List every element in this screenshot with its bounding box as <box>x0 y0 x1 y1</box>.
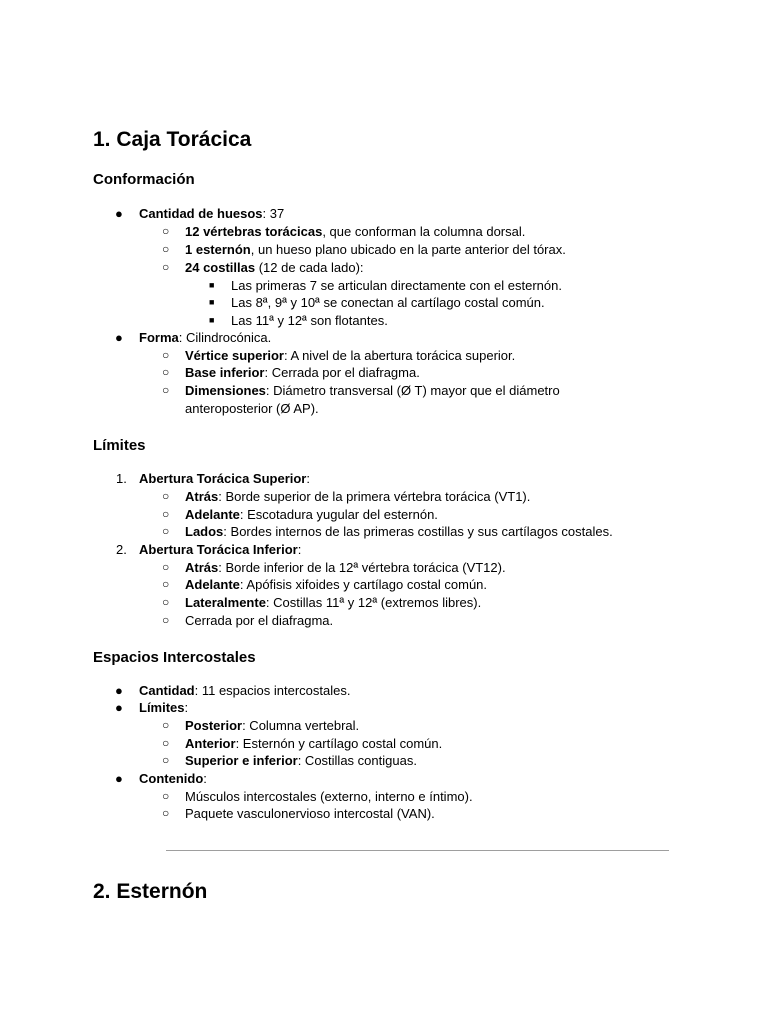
bullet-circle: ○ <box>162 560 170 574</box>
list-item-superior-inferior <box>162 752 417 770</box>
bullet-circle: ○ <box>162 348 170 362</box>
item-label: Abertura Torácica Superior <box>139 471 307 486</box>
item-label: 1 esternón <box>185 242 251 257</box>
item-text: anteroposterior (Ø AP). <box>185 401 319 416</box>
list-item-paquete <box>162 805 435 823</box>
heading-conformacion: Conformación <box>93 171 195 188</box>
item-text: , un hueso plano ubicado en la parte anterior del tórax. <box>250 242 566 257</box>
bullet-circle: ○ <box>162 383 170 397</box>
list-item-base <box>162 364 420 382</box>
bullet-square: ■ <box>209 315 215 325</box>
list-item-posterior <box>162 717 360 735</box>
item-label: Adelante <box>185 507 240 522</box>
bullet-circle: ○ <box>162 365 170 379</box>
list-item-vertice <box>162 347 516 365</box>
section-title-caja-toracica: 1. Caja Torácica <box>93 128 252 151</box>
list-item-inf-lateral <box>162 594 482 612</box>
bullet-circle: ○ <box>162 736 170 750</box>
bullet-disc: ● <box>115 700 123 715</box>
list-item-forma <box>115 329 272 347</box>
item-text: : Columna vertebral. <box>242 718 360 733</box>
item-label: Lateralmente <box>185 595 266 610</box>
item-text: : Costillas 11ª y 12ª (extremos libres). <box>265 595 482 610</box>
item-label: Posterior <box>185 718 243 733</box>
item-text: : 11 espacios intercostales. <box>194 683 351 698</box>
list-item-esternon <box>162 241 566 259</box>
item-label: Lados <box>185 524 224 539</box>
bullet-disc: ● <box>115 771 123 786</box>
list-number: 2. <box>116 542 127 557</box>
item-text: : Esternón y cartílago costal común. <box>235 736 443 751</box>
item-text: Las 8ª, 9ª y 10ª se conectan al cartílago costal común. <box>231 295 545 310</box>
item-label: 24 costillas <box>185 260 256 275</box>
list-item-costillas-detail <box>209 312 388 330</box>
list-item-inf-atras <box>162 559 506 577</box>
item-label: Vértice superior <box>185 348 284 363</box>
list-item-dimensiones <box>162 382 560 400</box>
bullet-circle: ○ <box>162 595 170 609</box>
item-text: : Borde superior de la primera vértebra torácica (VT1). <box>218 489 531 504</box>
bullet-circle: ○ <box>162 753 170 767</box>
bullet-disc: ● <box>115 206 123 221</box>
list-item-inf-cerrada <box>162 612 334 630</box>
item-label: Atrás <box>185 489 219 504</box>
item-text: : Apófisis xifoides y cartílago costal común. <box>239 577 488 592</box>
item-label: Base inferior <box>185 365 265 380</box>
list-item-abertura-inferior <box>116 541 302 559</box>
list-item-costillas-detail <box>209 277 562 295</box>
item-text: : 37 <box>262 206 285 221</box>
bullet-disc: ● <box>115 330 123 345</box>
list-item-vertebras <box>162 223 526 241</box>
list-item-inf-adelante <box>162 576 488 594</box>
bullet-disc: ● <box>115 683 123 698</box>
item-text: : A nivel de la abertura torácica superior. <box>284 348 516 363</box>
item-label: Cantidad <box>139 683 195 698</box>
list-item-musculos <box>162 788 473 806</box>
item-text: : <box>184 700 189 715</box>
item-label: Atrás <box>185 560 219 575</box>
item-text: : Diámetro transversal (Ø T) mayor que el diámetro <box>265 383 560 398</box>
item-text: : Bordes internos de las primeras costillas y sus cartílagos costales. <box>223 524 613 539</box>
bullet-circle: ○ <box>162 789 170 803</box>
item-label: Anterior <box>185 736 236 751</box>
item-label: Forma <box>139 330 179 345</box>
item-label: Límites <box>139 700 185 715</box>
item-label: Dimensiones <box>185 383 266 398</box>
item-text: Músculos intercostales (externo, interno e íntimo). <box>185 789 473 804</box>
item-text: : Borde inferior de la 12ª vértebra torácica (VT12). <box>218 560 506 575</box>
item-label: Abertura Torácica Inferior <box>139 542 298 557</box>
list-number: 1. <box>116 471 127 486</box>
bullet-circle: ○ <box>162 260 170 274</box>
item-text: Las 11ª y 12ª son flotantes. <box>231 313 388 328</box>
item-text: , que conforman la columna dorsal. <box>322 224 526 239</box>
bullet-circle: ○ <box>162 577 170 591</box>
bullet-circle: ○ <box>162 524 170 538</box>
list-item-dimensiones-continued <box>185 400 319 418</box>
item-text: Las primeras 7 se articulan directamente con el esternón. <box>231 278 562 293</box>
list-item-sup-lados <box>162 523 613 541</box>
item-text: : <box>297 542 302 557</box>
item-text: : Cilindrocónica. <box>178 330 272 345</box>
item-text: Cerrada por el diafragma. <box>185 613 334 628</box>
item-text: : <box>306 471 310 486</box>
item-label: Cantidad de huesos <box>139 206 263 221</box>
horizontal-rule <box>166 850 669 851</box>
heading-espacios-intercostales: Espacios Intercostales <box>93 649 256 666</box>
list-item-costillas-detail <box>209 294 545 312</box>
item-text: : Cerrada por el diafragma. <box>264 365 420 380</box>
item-label: 12 vértebras torácicas <box>185 224 323 239</box>
list-item-sup-adelante <box>162 506 438 524</box>
list-item-abertura-superior <box>116 470 310 488</box>
bullet-circle: ○ <box>162 507 170 521</box>
bullet-square: ■ <box>209 297 215 307</box>
item-label: Adelante <box>185 577 240 592</box>
bullet-circle: ○ <box>162 242 170 256</box>
item-text: : <box>203 771 207 786</box>
bullet-circle: ○ <box>162 613 170 627</box>
bullet-circle: ○ <box>162 489 170 503</box>
item-label: Contenido <box>139 771 204 786</box>
bullet-circle: ○ <box>162 806 170 820</box>
section-title-esternon: 2. Esternón <box>93 880 208 903</box>
item-text: : Escotadura yugular del esternón. <box>239 507 438 522</box>
bullet-square: ■ <box>209 280 215 290</box>
bullet-circle: ○ <box>162 718 170 732</box>
list-item-espacios-limites <box>115 699 189 717</box>
list-item-costillas <box>162 259 364 277</box>
item-text: : Costillas contiguas. <box>297 753 417 768</box>
list-item-espacios-cantidad <box>115 682 351 700</box>
list-item-sup-atras <box>162 488 531 506</box>
list-item-contenido <box>115 770 207 788</box>
item-text: Paquete vasculonervioso intercostal (VAN). <box>185 806 435 821</box>
list-item-anterior <box>162 735 443 753</box>
heading-limites: Límites <box>93 437 146 454</box>
list-item-cantidad <box>115 205 285 223</box>
bullet-circle: ○ <box>162 224 170 238</box>
item-label: Superior e inferior <box>185 753 298 768</box>
item-text: (12 de cada lado): <box>255 260 364 275</box>
